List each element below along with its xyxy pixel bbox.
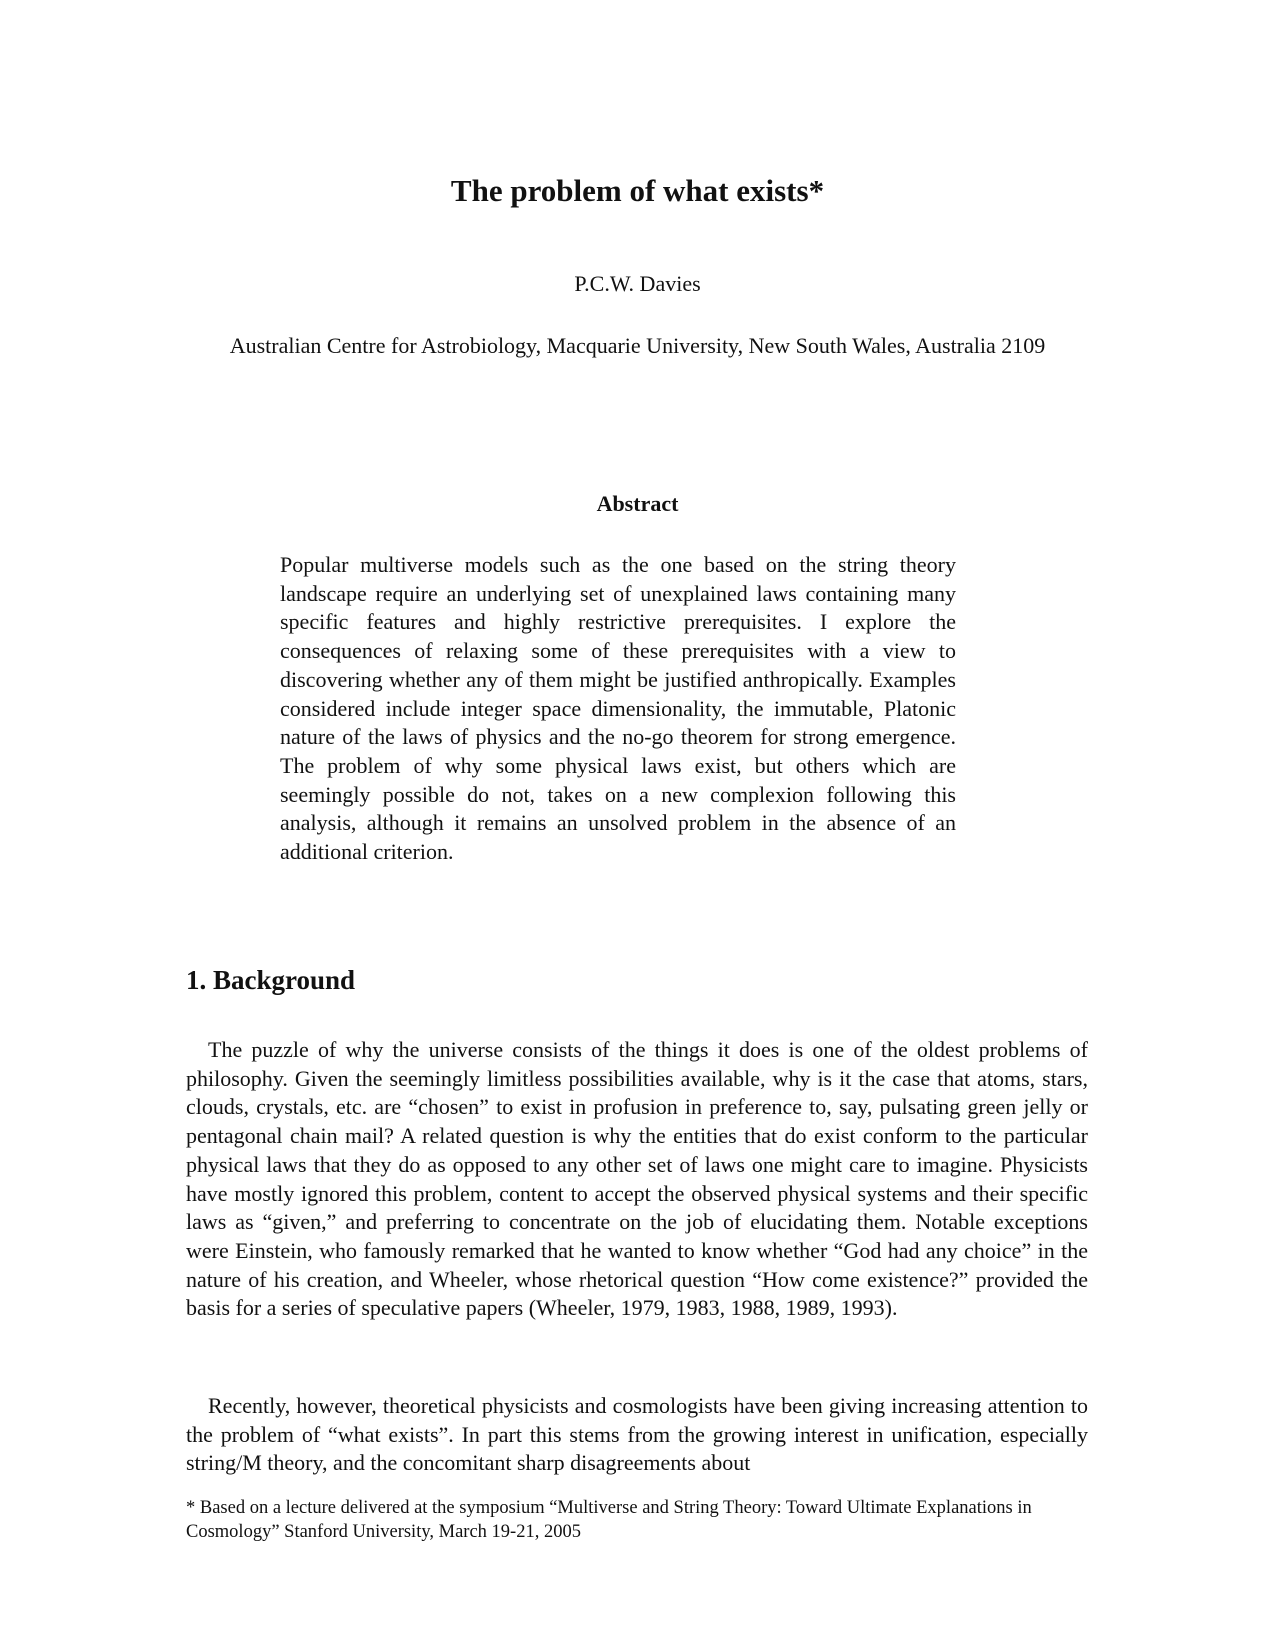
section-heading-background: 1. Background (186, 965, 356, 995)
body-paragraph-1: The puzzle of why the universe consists of the things it does is one of the oldest problems of philosophy. Given the seemingly limitless possibilities available, why is it the case that atoms, stars, clouds, crystals, etc. are “chosen” to exist in profusion in preference to, say, pulsating green jelly or pentagonal chain mail? A related question is why the entities that do exist conform to the particular physical laws that they do as opposed to any other set of laws one might care to imagine. Physicists have mostly ignored this problem, content to accept the observed physical systems and their specific laws as “given,” and preferring to concentrate on the job of elucidating them. Notable exceptions were Einstein, who famously remarked that he wanted to know whether “God had any choice” in the nature of his creation, and Wheeler, whose rhetorical question “How come existence?” provided the basis for a series of speculative papers (Wheeler, 1979, 1983, 1988, 1989, 1993). (186, 1037, 1088, 1321)
author-affiliation: Australian Centre for Astrobiology, Macquarie University, New South Wales, Australia 2109 (229, 333, 1046, 358)
abstract-text: Popular multiverse models such as the one based on the string theory landscape require an underlying set of unexplained laws containing many specific features and highly restrictive prerequisites. I explore the consequences of relaxing some of these prerequisites with a view to discovering whether any of them might be justified anthropically. Examples considered include integer space dimensionality, the immutable, Platonic nature of the laws of physics and the no-go theorem for strong emergence. The problem of why some physical laws exist, but others which are seemingly possible do not, takes on a new complexion following this analysis, although it remains an unsolved problem in the absence of an additional criterion. (280, 552, 956, 865)
footnote: * Based on a lecture delivered at the symposium “Multiverse and String Theory: Toward Ultimate Explanations in Cosmology” Stanford University, March 19-21, 2005 (186, 1498, 1032, 1542)
author-name: P.C.W. Davies (574, 271, 701, 296)
paper-title: The problem of what exists* (450, 173, 825, 208)
abstract-heading: Abstract (596, 491, 679, 516)
body-paragraph-2: Recently, however, theoretical physicists and cosmologists have been giving increasing attention to the problem of “what exists”. In part this stems from the growing interest in unification, especially string/M theory, and the concomitant sharp disagreements about (186, 1393, 1088, 1476)
